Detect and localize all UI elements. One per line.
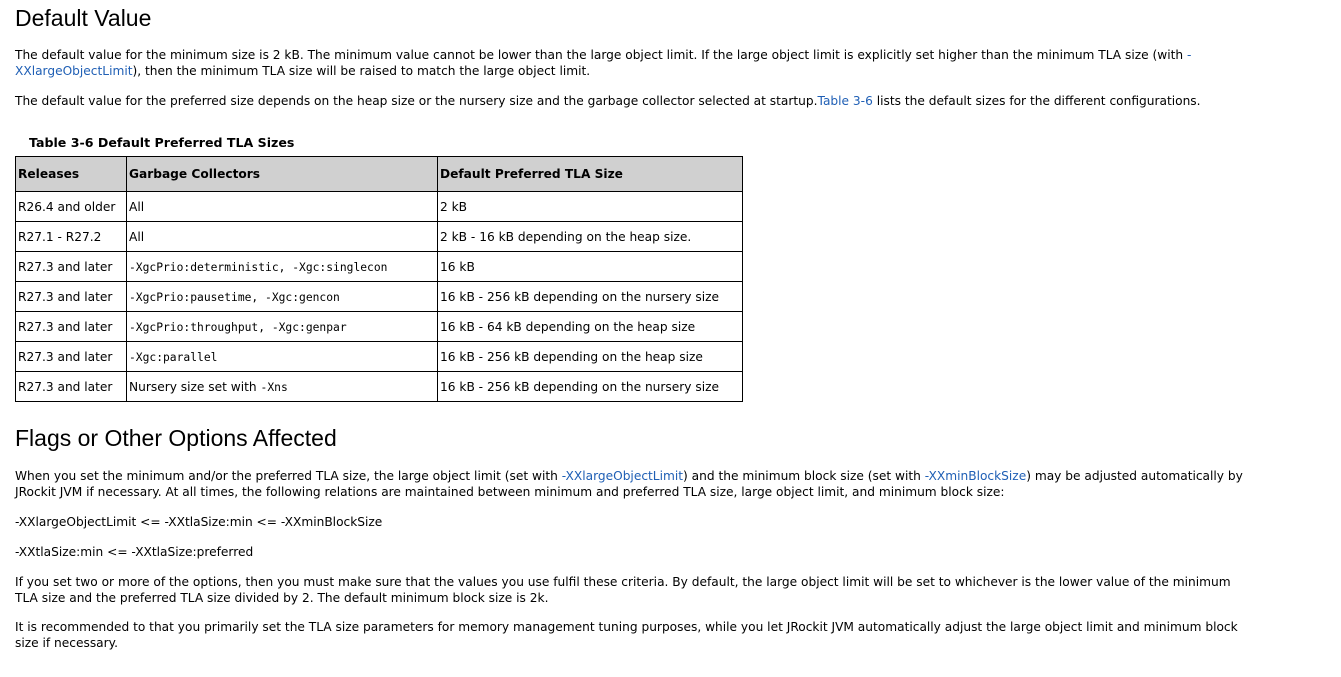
- cell-gc-code: -XgcPrio:deterministic, -Xgc:singlecon: [129, 260, 388, 274]
- cell-gc: [127, 252, 438, 282]
- cell-gc: [127, 342, 438, 372]
- cell-gc-code: -XgcPrio:throughput, -Xgc:genpar: [129, 320, 347, 334]
- cell-gc-code: -Xns: [260, 380, 288, 394]
- paragraph-minimum-size-line2: [15, 63, 1341, 79]
- link-xxlargeobjectlimit-part2[interactable]: XXlargeObjectLimit: [15, 64, 133, 78]
- link-table-3-6[interactable]: Table 3-6: [817, 94, 873, 108]
- cell-release: R27.3 and later: [16, 282, 127, 312]
- link-xxlargeobjectlimit[interactable]: -XXlargeObjectLimit: [561, 469, 684, 483]
- table-row: [16, 252, 743, 282]
- cell-size: 16 kB: [438, 252, 743, 282]
- table-row: [16, 282, 743, 312]
- cell-gc-text: All: [129, 199, 145, 214]
- paragraph-recommendation: It is recommended to that you primarily set the TLA size parameters for memory management tuning purposes, while you let JRockit JVM automatically adjust the large object limit and minimum block: [15, 620, 1238, 634]
- cell-release: R27.3 and later: [16, 342, 127, 372]
- text: The default value for the minimum size is 2 kB. The minimum value cannot be lower than the large object limit. If the large object limit is explicitly set higher than the minimum TLA size (with: [15, 48, 1188, 62]
- link-xxlargeobjectlimit-part1[interactable]: -: [1187, 48, 1192, 62]
- cell-gc-code: -XgcPrio:pausetime, -Xgc:gencon: [129, 290, 340, 304]
- cell-gc-code: -Xgc:parallel: [129, 350, 218, 364]
- heading-default-value: Default Value: [15, 5, 152, 31]
- text: ) and the minimum block size (set with: [683, 469, 925, 483]
- link-xxminblocksize[interactable]: -XXminBlockSize: [924, 469, 1027, 483]
- cell-gc: [127, 282, 438, 312]
- text: ) may be adjusted automatically by: [1026, 469, 1243, 483]
- cell-gc-text: Nursery size set with: [129, 379, 261, 394]
- table-row: [16, 222, 743, 252]
- cell-gc-text: All: [129, 229, 145, 244]
- paragraph-preferred-size: [15, 93, 1341, 109]
- cell-size: 16 kB - 256 kB depending on the nursery size: [438, 282, 743, 312]
- heading-flags-options: Flags or Other Options Affected: [15, 425, 337, 451]
- paragraph-tla-adjust: [15, 468, 1341, 484]
- table-row: [16, 372, 743, 402]
- cell-gc: [127, 312, 438, 342]
- cell-gc: [127, 222, 438, 252]
- paragraph-criteria: If you set two or more of the options, then you must make sure that the values you use fulfil these criteria. By default, the large object limit will be set to whichever is the lower value of the minimum: [15, 575, 1231, 589]
- cell-size: 2 kB - 16 kB depending on the heap size.: [438, 222, 743, 252]
- cell-release: R26.4 and older: [16, 192, 127, 222]
- text: ), then the minimum TLA size will be raised to match the large object limit.: [132, 64, 591, 78]
- cell-size: 16 kB - 256 kB depending on the heap size: [438, 342, 743, 372]
- cell-release: R27.3 and later: [16, 312, 127, 342]
- cell-release: R27.1 - R27.2: [16, 222, 127, 252]
- text: The default value for the preferred size depends on the heap size or the nursery size and the garbage collector selected at startup.: [15, 94, 818, 108]
- relation-2: -XXtlaSize:min <= -XXtlaSize:preferred: [15, 545, 254, 559]
- cell-gc: [127, 372, 438, 402]
- paragraph-recommendation-line2: size if necessary.: [15, 636, 119, 650]
- header-default-preferred-tla-size: Default Preferred TLA Size: [438, 157, 743, 192]
- cell-release: R27.3 and later: [16, 372, 127, 402]
- table-caption: Table 3-6 Default Preferred TLA Sizes: [29, 135, 295, 150]
- table-header-row: [16, 157, 743, 192]
- tla-sizes-table: [15, 156, 743, 402]
- table-row: [16, 192, 743, 222]
- header-releases: Releases: [16, 157, 127, 192]
- paragraph-criteria-line2: TLA size and the preferred TLA size divided by 2. The default minimum block size is 2k.: [15, 591, 549, 605]
- table-row: [16, 312, 743, 342]
- cell-release: R27.3 and later: [16, 252, 127, 282]
- cell-size: 2 kB: [438, 192, 743, 222]
- cell-size: 16 kB - 256 kB depending on the nursery size: [438, 372, 743, 402]
- text: When you set the minimum and/or the preferred TLA size, the large object limit (set with: [15, 469, 562, 483]
- paragraph-minimum-size: [15, 47, 1341, 63]
- cell-size: 16 kB - 64 kB depending on the heap size: [438, 312, 743, 342]
- relation-1: -XXlargeObjectLimit <= -XXtlaSize:min <= -XXminBlockSize: [15, 515, 383, 529]
- header-garbage-collectors: Garbage Collectors: [127, 157, 438, 192]
- cell-gc: [127, 192, 438, 222]
- table-row: [16, 342, 743, 372]
- text: lists the default sizes for the different configurations.: [872, 94, 1201, 108]
- paragraph-tla-adjust-line2: JRockit JVM if necessary. At all times, the following relations are maintained between minimum and preferred TLA size, large object limit, and minimum block size:: [15, 485, 1005, 499]
- document-page: [0, 4, 1341, 651]
